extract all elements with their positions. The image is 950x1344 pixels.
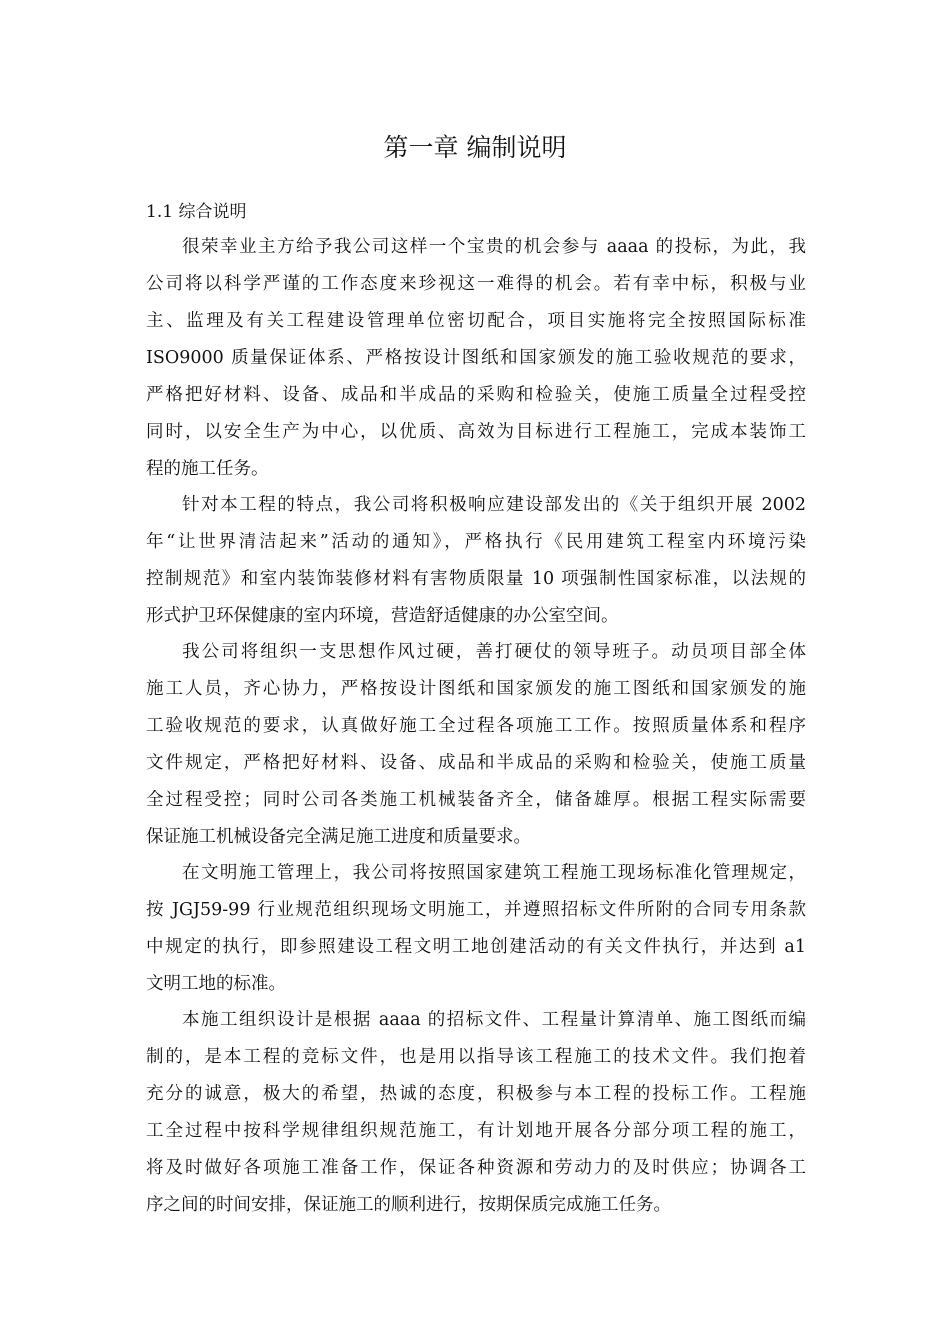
body-line: 将及时做好各项施工准备工作，保证各种资源和劳动力的及时供应；协调各工 xyxy=(146,1158,806,1178)
body-line: 充分的诚意，极大的希望，热诚的态度，积极参与本工程的投标工作。工程施 xyxy=(146,1084,806,1104)
body-line: 在文明施工管理上，我公司将按照国家建筑工程施工现场标准化管理规定， xyxy=(182,863,806,883)
body-line: 施工人员，齐心协力，严格按设计图纸和国家颁发的施工图纸和国家颁发的施 xyxy=(146,679,806,699)
body-line: 公司将以科学严谨的工作态度来珍视这一难得的机会。若有幸中标，积极与业 xyxy=(146,274,806,294)
body-line: 针对本工程的特点，我公司将积极响应建设部发出的《关于组织开展 2002 xyxy=(182,495,806,515)
body-line: 程的施工任务。 xyxy=(146,459,269,479)
body-line: 控制规范》和室内装饰装修材料有害物质限量 10 项强制性国家标准，以法规的 xyxy=(146,569,806,589)
body-line: 文件规定，严格把好材料、设备、成品和半成品的采购和检验关，使施工质量 xyxy=(146,753,806,773)
body-line: 文明工地的标准。 xyxy=(146,974,286,994)
body-line: 按 JGJ59-99 行业规范组织现场文明施工，并遵照招标文件所附的合同专用条款 xyxy=(146,900,806,920)
body-line: 本施工组织设计是根据 aaaa 的招标文件、工程量计算清单、施工图纸而编 xyxy=(182,1010,806,1030)
body-line: 形式护卫环保健康的室内环境，营造舒适健康的办公室空间。 xyxy=(146,606,619,626)
body-line: 工全过程中按科学规律组织规范施工，有计划地开展各分部分项工程的施工， xyxy=(146,1121,806,1141)
body-line: 中规定的执行，即参照建设工程文明工地创建活动的有关文件执行，并达到 a1 xyxy=(146,937,806,957)
body-line: ISO9000 质量保证体系、严格按设计图纸和国家颁发的施工验收规范的要求， xyxy=(146,348,806,368)
body-line: 同时，以安全生产为中心，以优质、高效为目标进行工程施工，完成本装饰工 xyxy=(146,422,806,442)
body-line: 工验收规范的要求，认真做好施工全过程各项施工工作。按照质量体系和程序 xyxy=(146,716,806,736)
body-line: 很荣幸业主方给予我公司这样一个宝贵的机会参与 aaaa 的投标，为此，我 xyxy=(182,237,806,257)
section-heading: 1.1 综合说明 xyxy=(146,202,247,222)
body-line: 制的，是本工程的竞标文件，也是用以指导该工程施工的技术文件。我们抱着 xyxy=(146,1047,806,1067)
body-line: 严格把好材料、设备、成品和半成品的采购和检验关，使施工质量全过程受控 xyxy=(146,385,806,405)
body-line: 全过程受控；同时公司各类施工机械装备齐全，储备雄厚。根据工程实际需要 xyxy=(146,790,806,810)
body-line: 主、监理及有关工程建设管理单位密切配合，项目实施将完全按照国际标准 xyxy=(146,311,806,331)
chapter-title: 第一章 编制说明 xyxy=(383,133,567,162)
body-line: 年“让世界清洁起来”活动的通知》，严格执行《民用建筑工程室内环境污染 xyxy=(146,532,806,552)
body-line: 序之间的时间安排，保证施工的顺利进行，按期保质完成施工任务。 xyxy=(146,1195,671,1215)
body-line: 保证施工机械设备完全满足施工进度和质量要求。 xyxy=(146,827,531,847)
body-line: 我公司将组织一支思想作风过硬，善打硬仗的领导班子。动员项目部全体 xyxy=(182,642,806,662)
